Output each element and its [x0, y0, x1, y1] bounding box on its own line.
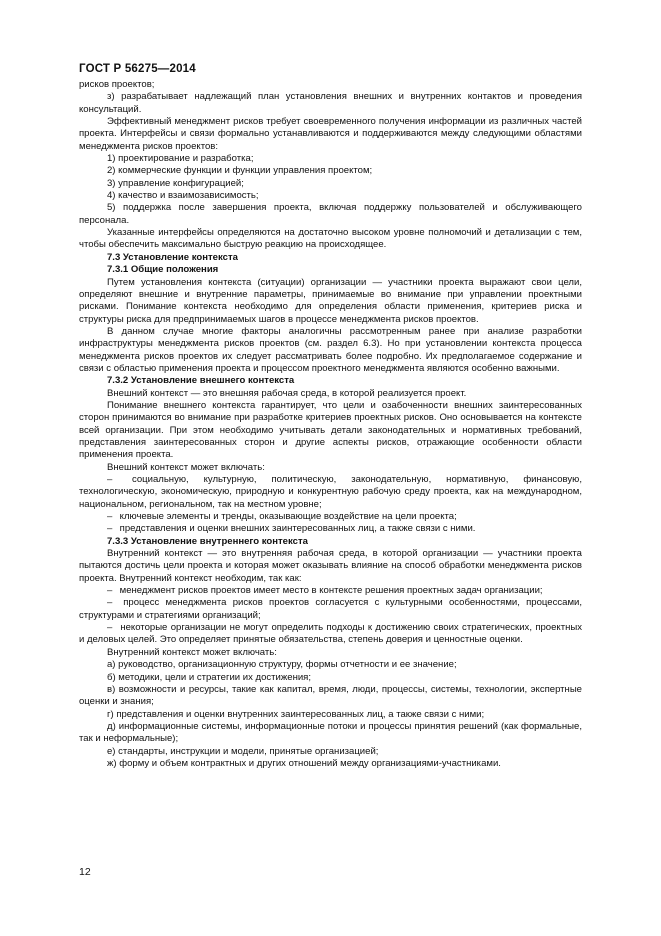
- paragraph-text: ж) форму и объем контрактных и других отношений между организациями-участниками.: [107, 757, 501, 769]
- page-header: ГОСТ Р 56275—2014: [79, 63, 196, 75]
- paragraph-text: Внешний контекст может включать:: [107, 461, 265, 473]
- paragraph: [79, 462, 582, 474]
- paragraph-text: д) информационные системы, информационные потоки и процессы принятия решений (как формальные, так и неформальные);: [79, 720, 582, 745]
- paragraph: [79, 277, 582, 326]
- paragraph-text: ключевые элементы и тренды, оказывающие воздействие на цели проекта;: [119, 511, 457, 523]
- section-heading: [79, 375, 582, 387]
- paragraph: [79, 91, 582, 116]
- paragraph-text: 1) проектирование и разработка;: [107, 153, 254, 165]
- paragraph: [79, 153, 582, 165]
- paragraph: [79, 388, 582, 400]
- paragraph-text: процесс менеджмента рисков проектов согласуется с культурными особенностями, процессами, структурами и стратегиями организаций;: [79, 597, 582, 621]
- paragraph-text: рисков проектов;: [79, 79, 155, 90]
- paragraph: [79, 190, 582, 202]
- section-heading: [79, 536, 582, 548]
- paragraph-text: 5) поддержка после завершения проекта, включая поддержку пользователей и обслуживающего персонала.: [79, 202, 582, 226]
- paragraph: [79, 202, 582, 227]
- paragraph-text: Внутренний контекст — это внутренняя рабочая среда, в которой организации — участники проекта пытаются достичь цели проекта и которая может оказывать влияние на способ обработки менеджмента рисков проекта. Внутренний контекст необходим, так как:: [79, 548, 582, 584]
- paragraph-text: 3) управление конфигурацией;: [107, 177, 244, 189]
- section-heading: [79, 252, 582, 264]
- paragraph-text: 7.3.3 Установление внутреннего контекста: [107, 535, 308, 547]
- paragraph-text: в) возможности и ресурсы, такие как капитал, время, люди, процессы, системы, технологии, экспертные оценки и знания;: [79, 683, 582, 708]
- paragraph: [79, 647, 582, 659]
- paragraph: [79, 684, 582, 709]
- paragraph-text: представления и оценки внешних заинтересованных лиц, а также связи с ними.: [119, 523, 476, 535]
- paragraph-text: некоторые организации не могут определить подходы к достижению своих стратегических, проектных и деловых целей. Это определяет принятые обязательства, степень доверия и ценностные оценки.: [79, 622, 582, 646]
- paragraph: [79, 746, 582, 758]
- paragraph-text: социальную, культурную, политическую, законодательную, нормативную, финансовую, технологическую, экономическую, природную и конкурентную рабочую среду проекта, как на международном, национальном, региональном, так на местном уровне;: [79, 474, 582, 510]
- paragraph-text: 2) коммерческие функции и функции управления проектом;: [107, 165, 373, 177]
- paragraph-text: Эффективный менеджмент рисков требует своевременного получения информации из различных частей проекта. Интерфейсы и связи формально устанавливаются и поддерживаются между следующими областями менеджмента рисков проектов:: [79, 116, 582, 152]
- dash-list-item: [79, 597, 582, 622]
- paragraph: [79, 721, 582, 746]
- paragraph: [79, 659, 582, 671]
- paragraph: [79, 326, 582, 375]
- paragraph-text: Понимание внешнего контекста гарантирует, что цели и озабоченности внешних заинтересованных сторон принимаются во внимание при разработке критериев проектных рисков. Оно основывается на контексте всей организации. При этом необходимо учитывать детали законодательных и нормативных требований, представления заинтересованных сторон и другие аспекты рисков, отражающие особенности области применения проекта.: [79, 399, 582, 461]
- paragraph-text: менеджмент рисков проектов имеет место в контексте решения проектных задач организации;: [119, 585, 543, 597]
- paragraph: [79, 165, 582, 177]
- paragraph: [79, 758, 582, 770]
- dash-list-item: [79, 474, 582, 511]
- dash-bullet: –: [107, 474, 113, 485]
- paragraph-text: 4) качество и взаимозависимость;: [107, 190, 259, 202]
- paragraph-text: г) представления и оценки внутренних заинтересованных лиц, а также связи с ними;: [107, 708, 485, 720]
- dash-list-item: [79, 585, 582, 597]
- paragraph-text: 7.3 Установление контекста: [107, 251, 238, 263]
- paragraph-text: Внутренний контекст может включать:: [107, 646, 277, 658]
- dash-bullet: –: [107, 523, 113, 535]
- paragraph-text: В данном случае многие факторы аналогичны рассмотренным ранее при анализе разработки инфраструктуры менеджмента рисков проектов (см. раздел 6.3). Но при установлении контекста процесса менеджмента рисков проектов их следует рассматривать более подробно. Их предполагаемое содержание и связи с областью применения проекта и процессом проектного менеджмента являются особенно важными.: [79, 325, 582, 374]
- dash-list-item: [79, 511, 582, 523]
- paragraph-text: 7.3.1 Общие положения: [107, 264, 219, 276]
- dash-bullet: –: [107, 622, 113, 634]
- paragraph-text: б) методики, цели и стратегии их достижения;: [107, 671, 312, 683]
- paragraph-text: 7.3.2 Установление внешнего контекста: [107, 375, 295, 387]
- section-heading: [79, 264, 582, 276]
- dash-bullet: –: [107, 511, 113, 523]
- paragraph-text: Внешний контекст — это внешняя рабочая среда, в которой реализуется проект.: [107, 387, 467, 399]
- dash-list-item: [79, 523, 582, 535]
- paragraph: [79, 400, 582, 462]
- paragraph: [79, 709, 582, 721]
- paragraph: [79, 672, 582, 684]
- page-number: 12: [79, 866, 91, 878]
- paragraph-text: Путем установления контекста (ситуации) организации — участники проекта выражают свои цели, определяют внешние и внутренние параметры, принимаемые во внимание при управлении проектными рисками. Понимание контекста необходимо для определения области применения, критериев риска и структуры риска для предпринимаемых шагов в процессе менеджмента рисков проектов.: [79, 276, 582, 325]
- document-body: [79, 79, 582, 770]
- paragraph-text: е) стандарты, инструкции и модели, принятые организацией;: [107, 745, 379, 757]
- paragraph: [79, 178, 582, 190]
- paragraph: [79, 116, 582, 153]
- paragraph: [79, 548, 582, 585]
- dash-list-item: [79, 622, 582, 647]
- paragraph: [79, 227, 582, 252]
- paragraph-text: а) руководство, организационную структуру, формы отчетности и ее значение;: [107, 659, 457, 671]
- paragraph-text: Указанные интерфейсы определяются на достаточно высоком уровне полномочий и детализации с тем, чтобы обеспечить максимально быструю реакцию на происходящее.: [79, 227, 582, 251]
- dash-bullet: –: [107, 597, 113, 609]
- paragraph-text: з) разрабатывает надлежащий план установления внешних и внутренних контактов и проведения консультаций.: [79, 91, 582, 115]
- dash-bullet: –: [107, 585, 113, 597]
- paragraph: [79, 79, 582, 91]
